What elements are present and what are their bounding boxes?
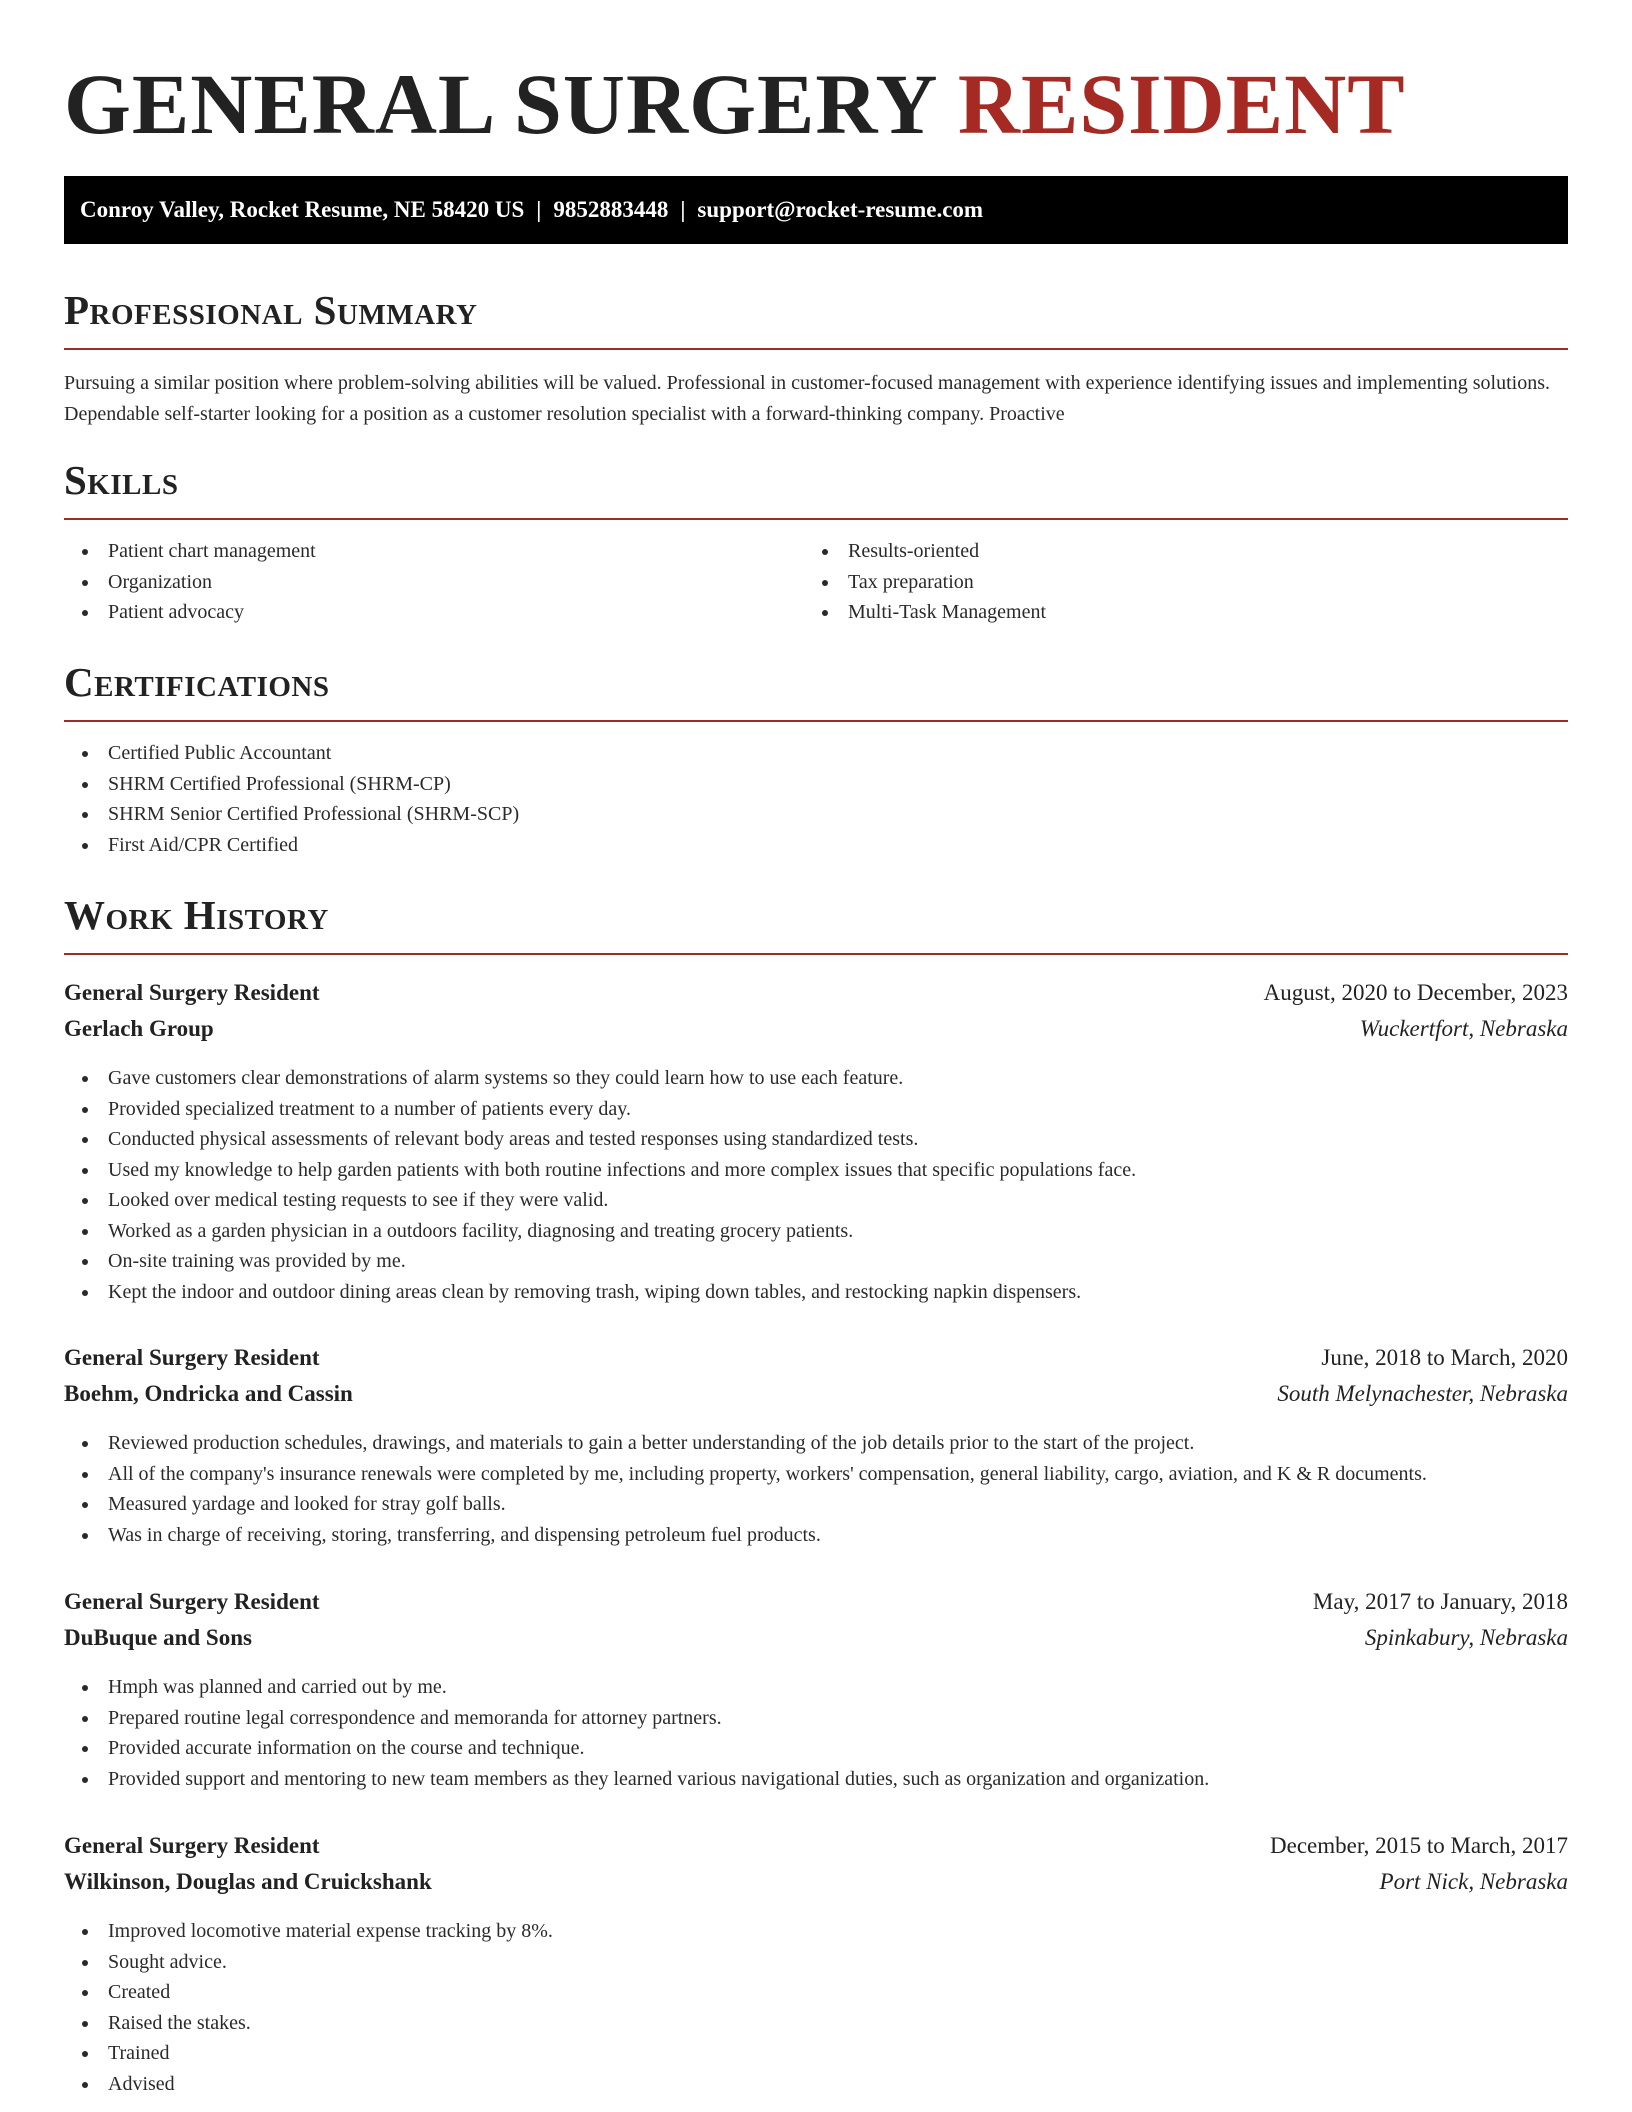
job-title: General Surgery Resident bbox=[64, 1833, 320, 1858]
job-title: General Surgery Resident bbox=[64, 980, 320, 1005]
skills-list-right bbox=[804, 536, 1046, 628]
job-bullet: Advised bbox=[64, 2069, 553, 2100]
contact-bar bbox=[64, 176, 1568, 244]
job-bullets bbox=[64, 1916, 553, 2099]
skill-item: Patient chart management bbox=[64, 536, 316, 567]
skills-heading: Skills bbox=[64, 457, 179, 503]
job-bullet: Hmph was planned and carried out by me. bbox=[64, 1672, 1209, 1703]
job-bullet: Was in charge of receiving, storing, transferring, and dispensing petroleum fuel products. bbox=[64, 1520, 1427, 1551]
job-bullet: Raised the stakes. bbox=[64, 2008, 553, 2039]
job-bullets bbox=[64, 1428, 1427, 1550]
job-header bbox=[64, 1340, 1568, 1412]
certification-item: SHRM Senior Certified Professional (SHRM-SCP) bbox=[64, 799, 519, 830]
job-company: Boehm, Ondricka and Cassin bbox=[64, 1381, 353, 1406]
certifications-heading: Certifications bbox=[64, 659, 330, 705]
skill-item: Results-oriented bbox=[804, 536, 1046, 567]
job-dates: December, 2015 to March, 2017 bbox=[1270, 1833, 1568, 1858]
job-bullets bbox=[64, 1063, 1136, 1307]
job-bullet: Gave customers clear demonstrations of alarm systems so they could learn how to use each feature. bbox=[64, 1063, 1136, 1094]
summary-text: Pursuing a similar position where problem-solving abilities will be valued. Professional in customer-focused management with experience identifying issues and implementing solutions. Dependable self-starter looking for a position as a customer resolution specialist with a forward-thinking company. Proactive bbox=[64, 372, 1550, 425]
contact-email[interactable]: support@rocket-resume.com bbox=[697, 197, 984, 222]
job-bullet: Trained bbox=[64, 2038, 553, 2069]
certification-item: First Aid/CPR Certified bbox=[64, 830, 519, 861]
contact-phone[interactable]: 9852883448 bbox=[553, 197, 669, 222]
contact-separator: | bbox=[536, 197, 542, 222]
certification-item: Certified Public Accountant bbox=[64, 738, 519, 769]
job-bullet: Measured yardage and looked for stray golf balls. bbox=[64, 1489, 1427, 1520]
job-bullet: Looked over medical testing requests to see if they were valid. bbox=[64, 1185, 1136, 1216]
job-bullet: Prepared routine legal correspondence and memoranda for attorney partners. bbox=[64, 1703, 1209, 1734]
job-bullet: Kept the indoor and outdoor dining areas clean by removing trash, wiping down tables, and restocking napkin dispensers. bbox=[64, 1277, 1136, 1308]
job-bullet: Used my knowledge to help garden patients with both routine infections and more complex issues that specific populations face. bbox=[64, 1155, 1136, 1186]
job-bullet: Conducted physical assessments of relevant body areas and tested responses using standardized tests. bbox=[64, 1124, 1136, 1155]
skills-list-left bbox=[64, 536, 316, 628]
job-bullet: On-site training was provided by me. bbox=[64, 1246, 1136, 1277]
certifications-rule bbox=[64, 720, 1568, 722]
work-rule bbox=[64, 953, 1568, 955]
job-dates: August, 2020 to December, 2023 bbox=[1263, 980, 1568, 1005]
resume-title bbox=[64, 56, 1406, 152]
job-header bbox=[64, 975, 1568, 1047]
job-header bbox=[64, 1584, 1568, 1656]
title-accent: RESIDENT bbox=[957, 56, 1406, 152]
skills-rule bbox=[64, 518, 1568, 520]
job-bullets bbox=[64, 1672, 1209, 1794]
job-dates: May, 2017 to January, 2018 bbox=[1312, 1589, 1568, 1614]
job-company: DuBuque and Sons bbox=[64, 1625, 252, 1650]
job-location: Spinkabury, Nebraska bbox=[1364, 1625, 1568, 1650]
work-heading: Work History bbox=[64, 892, 329, 938]
job-bullet: Improved locomotive material expense tracking by 8%. bbox=[64, 1916, 553, 1947]
job-bullet: Provided support and mentoring to new team members as they learned various navigational duties, such as organization and organization. bbox=[64, 1764, 1209, 1795]
skill-item: Organization bbox=[64, 567, 316, 598]
job-header bbox=[64, 1828, 1568, 1900]
job-bullet: Reviewed production schedules, drawings, and materials to gain a better understanding of the job details prior to the start of the project. bbox=[64, 1428, 1427, 1459]
job-company: Wilkinson, Douglas and Cruickshank bbox=[64, 1869, 432, 1894]
job-location: Wuckertfort, Nebraska bbox=[1359, 1016, 1568, 1041]
skill-item: Patient advocacy bbox=[64, 597, 316, 628]
title-main: GENERAL SURGERY bbox=[64, 56, 936, 152]
contact-separator: | bbox=[680, 197, 686, 222]
skill-item: Tax preparation bbox=[804, 567, 1046, 598]
certifications-list bbox=[64, 738, 519, 860]
job-location: Port Nick, Nebraska bbox=[1379, 1869, 1568, 1894]
summary-rule bbox=[64, 348, 1568, 350]
job-bullet: All of the company's insurance renewals were completed by me, including property, workers' compensation, general liability, cargo, aviation, and K & R documents. bbox=[64, 1459, 1427, 1490]
job-bullet: Provided accurate information on the course and technique. bbox=[64, 1733, 1209, 1764]
job-bullet: Worked as a garden physician in a outdoors facility, diagnosing and treating grocery patients. bbox=[64, 1216, 1136, 1247]
skill-item: Multi-Task Management bbox=[804, 597, 1046, 628]
job-title: General Surgery Resident bbox=[64, 1345, 320, 1370]
job-dates: June, 2018 to March, 2020 bbox=[1321, 1345, 1568, 1370]
contact-address: Conroy Valley, Rocket Resume, NE 58420 US bbox=[80, 197, 525, 222]
job-company: Gerlach Group bbox=[64, 1016, 214, 1041]
job-bullet: Provided specialized treatment to a number of patients every day. bbox=[64, 1094, 1136, 1125]
summary-heading: Professional Summary bbox=[64, 287, 478, 333]
job-bullet: Sought advice. bbox=[64, 1947, 553, 1978]
job-title: General Surgery Resident bbox=[64, 1589, 320, 1614]
job-bullet: Created bbox=[64, 1977, 553, 2008]
certification-item: SHRM Certified Professional (SHRM-CP) bbox=[64, 769, 519, 800]
job-location: South Melynachester, Nebraska bbox=[1277, 1381, 1568, 1406]
